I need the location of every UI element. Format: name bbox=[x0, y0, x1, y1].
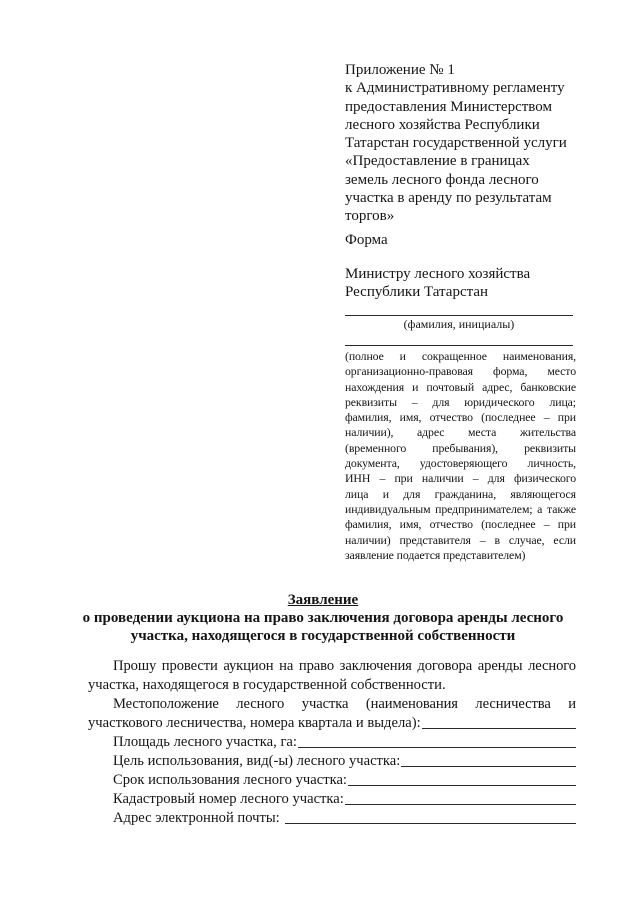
location-paragraph-line: Местоположение лесного участка (наименования лесничества и bbox=[113, 696, 576, 712]
appendix-line: участка в аренду по результатам bbox=[345, 190, 552, 207]
details-caption-line: организационно-правовая форма, место bbox=[345, 364, 576, 379]
appendix-number: Приложение № 1 bbox=[345, 62, 455, 78]
details-caption-line: ИНН – при наличии – для физического bbox=[345, 471, 576, 486]
appendix-line: торгов» bbox=[345, 208, 395, 225]
purpose-field-blank bbox=[401, 765, 576, 767]
applicant-details-caption bbox=[345, 349, 576, 563]
details-caption-line: лица и для гражданина, являющегося bbox=[345, 486, 576, 501]
title-subtitle-line: участка, находящегося в государственной собственности bbox=[130, 628, 516, 644]
request-paragraph-line: Прошу провести аукцион на право заключения договора аренды лесного bbox=[113, 658, 576, 674]
details-caption-line: наличии), адрес места жительства bbox=[345, 425, 576, 440]
details-caption-line: индивидуальным предпринимателем; а также bbox=[345, 501, 576, 516]
appendix-line: к Административному регламенту bbox=[345, 80, 565, 97]
details-caption-line: (временного пребывания), реквизиты bbox=[345, 440, 576, 455]
application-body bbox=[88, 657, 576, 828]
area-field-blank bbox=[298, 746, 576, 748]
addressee-line: Республики Татарстан bbox=[345, 284, 489, 301]
appendix-header bbox=[345, 61, 590, 226]
location-field bbox=[88, 714, 576, 733]
area-field-label: Площадь лесного участка, га: bbox=[113, 734, 297, 750]
applicant-name-blank bbox=[345, 315, 573, 316]
term-field-blank bbox=[348, 784, 576, 786]
details-caption-line: наличии) представителя – в случае, если bbox=[345, 532, 576, 547]
document-title bbox=[70, 591, 576, 645]
form-label: Форма bbox=[345, 232, 388, 248]
title-heading: Заявление bbox=[287, 592, 359, 608]
area-field bbox=[88, 733, 576, 752]
appendix-line: земель лесного фонда лесного bbox=[345, 171, 539, 188]
title-subtitle-line: о проведении аукциона на право заключения договора аренды лесного bbox=[82, 610, 564, 626]
details-caption-line: документа, удостоверяющего личность, bbox=[345, 456, 576, 471]
appendix-line: лесного хозяйства Республики bbox=[345, 116, 540, 133]
term-field-label: Срок использования лесного участка: bbox=[113, 772, 347, 788]
details-caption-line: фамилия, имя, отчество (последнее – при bbox=[345, 410, 576, 425]
location-field-blank bbox=[422, 727, 576, 729]
cadastral-number-field-blank bbox=[345, 803, 576, 805]
email-field-label: Адрес электронной почты: bbox=[113, 810, 280, 826]
email-field bbox=[88, 809, 576, 828]
details-caption-line: нахождения и почтовый адрес, банковские bbox=[345, 379, 576, 394]
email-field-blank bbox=[285, 822, 576, 824]
details-caption-line: фамилия, имя, отчество (последнее – при bbox=[345, 517, 576, 532]
term-field bbox=[88, 771, 576, 790]
request-paragraph-line: участка, находящегося в государственной собственности. bbox=[88, 677, 446, 693]
title-heading-row bbox=[70, 591, 576, 609]
details-caption-line: заявление подается представителем) bbox=[345, 547, 526, 562]
location-field-label: участкового лесничества, номера квартала и выдела): bbox=[88, 715, 421, 731]
cadastral-number-field-label: Кадастровый номер лесного участка: bbox=[113, 791, 344, 807]
purpose-field-label: Цель использования, вид(-ы) лесного участка: bbox=[113, 753, 401, 769]
appendix-line: «Предоставление в границах bbox=[345, 153, 530, 170]
addressee bbox=[345, 265, 590, 302]
applicant-details-blank bbox=[345, 345, 573, 346]
purpose-field bbox=[88, 752, 576, 771]
appendix-line: предоставления Министерством bbox=[345, 98, 552, 115]
cadastral-number-field bbox=[88, 790, 576, 809]
addressee-line: Министру лесного хозяйства bbox=[345, 266, 531, 282]
appendix-line: Татарстан государственной услуги bbox=[345, 135, 567, 152]
details-caption-line: реквизиты – для юридического лица; bbox=[345, 394, 576, 409]
details-caption-line: (полное и сокращенное наименования, bbox=[345, 349, 576, 363]
applicant-name-caption: (фамилия, инициалы) bbox=[403, 317, 515, 331]
